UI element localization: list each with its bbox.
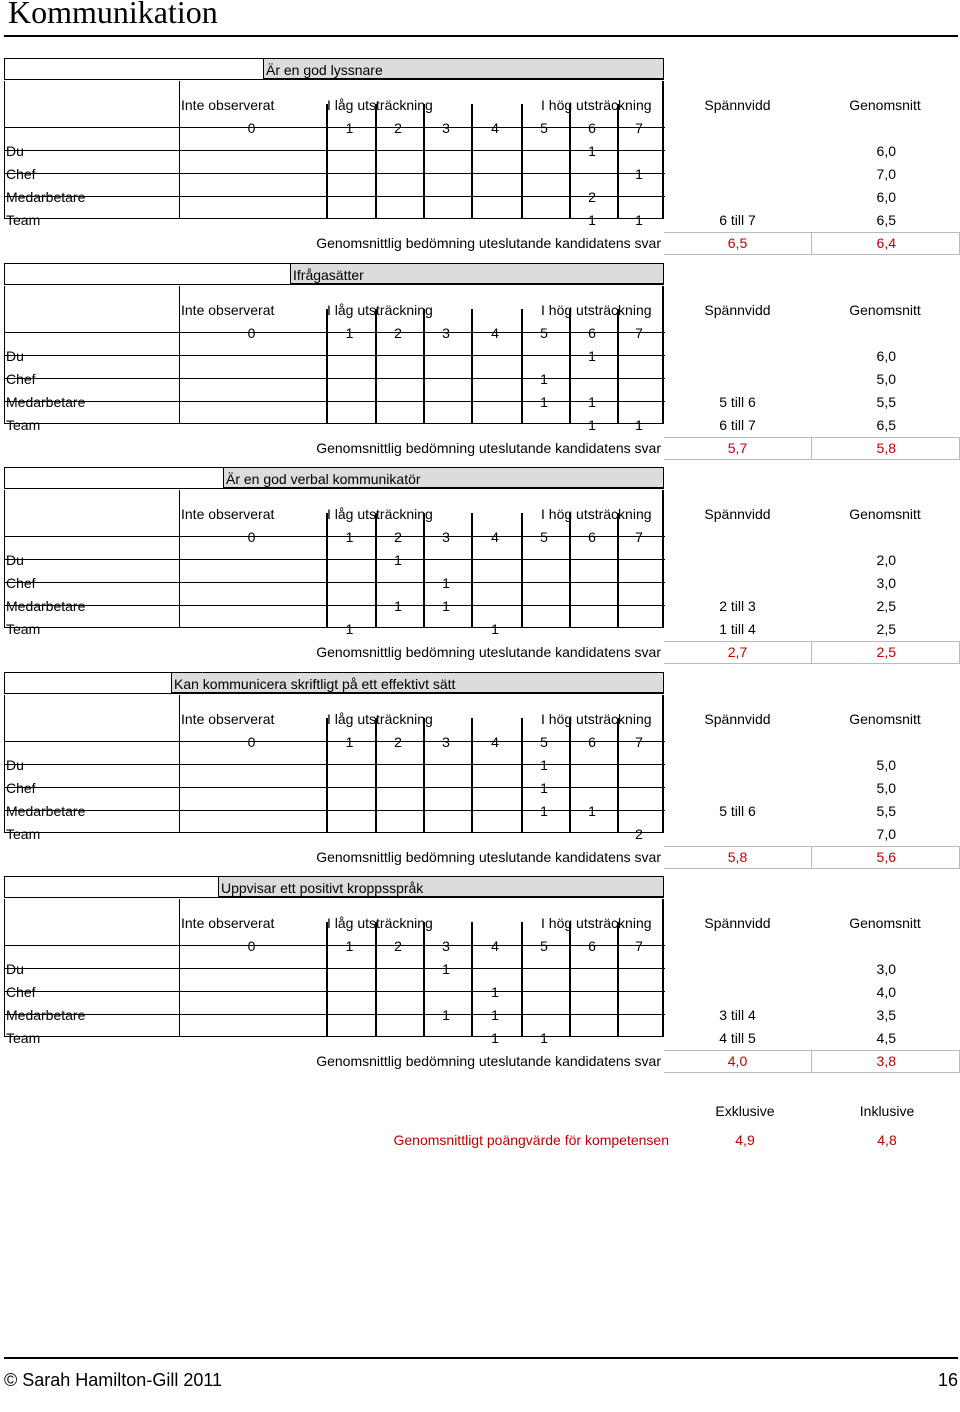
row-genomsnitt: 4,5 <box>876 1030 896 1046</box>
rating-cell: 1 <box>588 417 596 433</box>
rating-cell: 1 <box>588 803 596 819</box>
section-title: Är en god verbal kommunikatör <box>223 467 664 489</box>
grid-line <box>5 355 665 356</box>
row-spannvidd <box>680 777 795 800</box>
rating-cell: 1 <box>635 212 643 228</box>
scale-label: 4 <box>491 325 499 341</box>
col-header-lag: I låg utsträckning <box>327 915 433 931</box>
col-header-inte-observerat: Inte observerat <box>181 97 275 113</box>
page-number: 16 <box>937 1370 958 1390</box>
scale-label: 0 <box>247 938 256 954</box>
row-spannvidd: 6 till 7 <box>719 417 756 433</box>
row-label: Team <box>6 417 41 433</box>
row-genomsnitt: 2,5 <box>876 621 896 637</box>
rating-cell: 1 <box>540 780 548 796</box>
row-label: Medarbetare <box>6 394 86 410</box>
row-genomsnitt: 5,0 <box>876 757 896 773</box>
average-genomsnitt: 6,4 <box>876 235 896 251</box>
scale-label: 3 <box>442 938 450 954</box>
rating-cell: 1 <box>540 757 548 773</box>
col-header-genomsnitt: Genomsnitt <box>849 506 921 522</box>
section-title: Är en god lyssnare <box>263 58 664 80</box>
row-label: Team <box>6 212 41 228</box>
grid-line <box>5 150 665 151</box>
col-header-spannvidd: Spännvidd <box>704 302 771 318</box>
col-header-hog: I hög utsträckning <box>541 506 652 522</box>
scale-label: 1 <box>345 938 354 954</box>
row-label: Medarbetare <box>6 1007 86 1023</box>
section-title: Uppvisar ett positivt kroppsspråk <box>218 876 664 898</box>
rating-cell: 2 <box>635 826 643 842</box>
row-spannvidd <box>680 958 795 981</box>
col-header-spannvidd: Spännvidd <box>704 711 771 727</box>
scale-label: 0 <box>247 734 256 750</box>
col-header-genomsnitt: Genomsnitt <box>849 97 921 113</box>
average-genomsnitt: 3,8 <box>876 1053 896 1069</box>
section-title: Kan kommunicera skriftligt på ett effektivt sätt <box>171 672 664 694</box>
row-label: Medarbetare <box>6 598 86 614</box>
grid-line <box>5 991 665 992</box>
row-genomsnitt: 6,0 <box>876 143 896 159</box>
summary-exklusive-value: 4,9 <box>735 1132 755 1148</box>
row-genomsnitt: 3,0 <box>876 575 896 591</box>
row-spannvidd <box>680 754 795 777</box>
row-label: Chef <box>6 166 36 182</box>
scale-label: 3 <box>442 325 450 341</box>
row-label: Medarbetare <box>6 189 86 205</box>
row-spannvidd: 3 till 4 <box>719 1007 756 1023</box>
title-underline <box>4 35 958 37</box>
average-genomsnitt: 5,8 <box>876 440 896 456</box>
row-spannvidd <box>680 981 795 1004</box>
rating-cell: 2 <box>588 189 596 205</box>
col-header-lag: I låg utsträckning <box>327 711 433 727</box>
grid-line <box>5 968 665 969</box>
grid-line <box>5 582 665 583</box>
row-genomsnitt: 5,0 <box>876 780 896 796</box>
rating-cell: 1 <box>588 394 596 410</box>
rating-cell: 1 <box>394 552 402 568</box>
rating-cell: 1 <box>635 417 643 433</box>
row-spannvidd <box>680 572 795 595</box>
rating-cell: 1 <box>540 371 548 387</box>
page-title: Kommunikation <box>8 0 218 30</box>
scale-label: 5 <box>540 325 548 341</box>
scale-label: 4 <box>491 120 499 136</box>
row-spannvidd <box>680 368 795 391</box>
col-header-genomsnitt: Genomsnitt <box>849 302 921 318</box>
row-spannvidd: 2 till 3 <box>719 598 756 614</box>
scale-label: 2 <box>394 529 402 545</box>
section-1 <box>0 58 960 251</box>
row-label: Du <box>6 757 24 773</box>
row-spannvidd <box>680 186 795 209</box>
row-spannvidd: 5 till 6 <box>719 803 756 819</box>
scale-label: 7 <box>635 938 643 954</box>
summary-exklusive-label: Exklusive <box>715 1103 775 1119</box>
footer-rule <box>4 1357 958 1359</box>
row-genomsnitt: 3,5 <box>876 1007 896 1023</box>
row-genomsnitt: 2,0 <box>876 552 896 568</box>
average-label: Genomsnittlig bedömning uteslutande kandidatens svar <box>316 1053 661 1069</box>
row-label: Chef <box>6 575 36 591</box>
col-header-inte-observerat: Inte observerat <box>181 915 275 931</box>
summary-label: Genomsnittligt poängvärde för kompetensen <box>393 1132 669 1148</box>
col-header-hog: I hög utsträckning <box>541 711 652 727</box>
rating-cell: 1 <box>442 961 450 977</box>
row-spannvidd <box>680 823 795 846</box>
col-header-lag: I låg utsträckning <box>327 506 433 522</box>
section-4 <box>0 672 960 865</box>
scale-label: 2 <box>394 938 402 954</box>
row-spannvidd: 5 till 6 <box>719 394 756 410</box>
row-spannvidd <box>680 163 795 186</box>
average-spannvidd: 6,5 <box>727 235 748 251</box>
col-header-genomsnitt: Genomsnitt <box>849 915 921 931</box>
rating-cell: 1 <box>491 984 499 1000</box>
rating-cell: 1 <box>540 803 548 819</box>
row-label: Du <box>6 348 24 364</box>
row-genomsnitt: 7,0 <box>876 826 896 842</box>
scale-label: 3 <box>442 734 450 750</box>
row-genomsnitt: 6,5 <box>876 417 896 433</box>
col-header-spannvidd: Spännvidd <box>704 915 771 931</box>
col-header-hog: I hög utsträckning <box>541 97 652 113</box>
row-label: Team <box>6 621 41 637</box>
average-genomsnitt: 2,5 <box>876 644 896 660</box>
average-label: Genomsnittlig bedömning uteslutande kandidatens svar <box>316 440 661 456</box>
rating-cell: 1 <box>442 575 450 591</box>
row-genomsnitt: 2,5 <box>876 598 896 614</box>
section-title-spacer <box>4 58 263 80</box>
scale-label: 1 <box>345 734 354 750</box>
section-2 <box>0 263 960 456</box>
row-label: Du <box>6 552 24 568</box>
section-title-spacer <box>4 672 171 694</box>
row-label: Du <box>6 143 24 159</box>
grid-line <box>5 559 665 560</box>
scale-label: 4 <box>491 938 499 954</box>
footer-copyright: © Sarah Hamilton-Gill 2011 <box>4 1370 223 1390</box>
rating-cell: 1 <box>540 394 548 410</box>
scale-label: 6 <box>588 938 596 954</box>
row-genomsnitt: 5,0 <box>876 371 896 387</box>
scale-label: 6 <box>588 529 596 545</box>
grid-line <box>5 173 665 174</box>
row-genomsnitt: 7,0 <box>876 166 896 182</box>
scale-label: 7 <box>635 120 643 136</box>
row-genomsnitt: 6,0 <box>876 189 896 205</box>
row-spannvidd <box>680 345 795 368</box>
section-title-spacer <box>4 876 218 898</box>
summary-inklusive-value: 4,8 <box>877 1132 897 1148</box>
section-title-spacer <box>4 467 223 489</box>
grid-line <box>5 1014 665 1015</box>
average-label: Genomsnittlig bedömning uteslutande kandidatens svar <box>316 235 661 251</box>
col-header-spannvidd: Spännvidd <box>704 506 771 522</box>
row-label: Du <box>6 961 24 977</box>
row-label: Chef <box>6 780 36 796</box>
row-label: Team <box>6 1030 41 1046</box>
scale-label: 7 <box>635 325 643 341</box>
scale-label: 0 <box>247 325 256 341</box>
scale-label: 5 <box>540 120 548 136</box>
row-spannvidd: 1 till 4 <box>719 621 756 637</box>
scale-label: 2 <box>394 120 402 136</box>
scale-label: 1 <box>345 529 354 545</box>
average-label: Genomsnittlig bedömning uteslutande kandidatens svar <box>316 644 661 660</box>
rating-cell: 1 <box>491 621 499 637</box>
col-header-inte-observerat: Inte observerat <box>181 506 275 522</box>
row-genomsnitt: 4,0 <box>876 984 896 1000</box>
scale-label: 6 <box>588 325 596 341</box>
rating-cell: 1 <box>394 598 402 614</box>
row-spannvidd: 4 till 5 <box>719 1030 756 1046</box>
section-5 <box>0 876 960 1069</box>
scale-label: 0 <box>247 529 256 545</box>
scale-label: 4 <box>491 734 499 750</box>
col-header-hog: I hög utsträckning <box>541 915 652 931</box>
average-spannvidd: 2,7 <box>727 644 748 660</box>
scale-label: 5 <box>540 734 548 750</box>
average-spannvidd: 4,0 <box>727 1053 748 1069</box>
scale-label: 4 <box>491 529 499 545</box>
rating-cell: 1 <box>442 1007 450 1023</box>
col-header-genomsnitt: Genomsnitt <box>849 711 921 727</box>
scale-label: 2 <box>394 325 402 341</box>
scale-label: 7 <box>635 529 643 545</box>
scale-label: 6 <box>588 120 596 136</box>
scale-label: 2 <box>394 734 402 750</box>
scale-label: 0 <box>247 120 256 136</box>
scale-label: 7 <box>635 734 643 750</box>
rating-cell: 1 <box>588 143 596 159</box>
scale-label: 3 <box>442 529 450 545</box>
rating-cell: 1 <box>588 348 596 364</box>
col-header-hog: I hög utsträckning <box>541 302 652 318</box>
rating-cell: 1 <box>540 1030 548 1046</box>
rating-cell: 1 <box>635 166 643 182</box>
col-header-lag: I låg utsträckning <box>327 97 433 113</box>
scale-label: 1 <box>345 325 354 341</box>
average-label: Genomsnittlig bedömning uteslutande kandidatens svar <box>316 849 661 865</box>
scale-label: 5 <box>540 938 548 954</box>
rating-cell: 1 <box>588 212 596 228</box>
scale-label: 1 <box>345 120 354 136</box>
row-label: Chef <box>6 984 36 1000</box>
section-title: Ifrågasätter <box>290 263 664 285</box>
average-genomsnitt: 5,6 <box>876 849 896 865</box>
scale-label: 3 <box>442 120 450 136</box>
average-spannvidd: 5,7 <box>727 440 748 456</box>
row-label: Team <box>6 826 41 842</box>
grid-line <box>5 605 665 606</box>
col-header-lag: I låg utsträckning <box>327 302 433 318</box>
row-genomsnitt: 5,5 <box>876 803 896 819</box>
col-header-inte-observerat: Inte observerat <box>181 711 275 727</box>
row-genomsnitt: 6,5 <box>876 212 896 228</box>
row-spannvidd: 6 till 7 <box>719 212 756 228</box>
row-spannvidd <box>680 140 795 163</box>
row-label: Medarbetare <box>6 803 86 819</box>
scale-label: 6 <box>588 734 596 750</box>
section-3 <box>0 467 960 660</box>
summary-inklusive-label: Inklusive <box>859 1103 915 1119</box>
row-genomsnitt: 5,5 <box>876 394 896 410</box>
grid-line <box>5 196 665 197</box>
col-header-spannvidd: Spännvidd <box>704 97 771 113</box>
col-header-inte-observerat: Inte observerat <box>181 302 275 318</box>
rating-cell: 1 <box>491 1007 499 1023</box>
scale-label: 5 <box>540 529 548 545</box>
rating-cell: 1 <box>442 598 450 614</box>
average-spannvidd: 5,8 <box>727 849 748 865</box>
row-genomsnitt: 6,0 <box>876 348 896 364</box>
row-spannvidd <box>680 549 795 572</box>
rating-cell: 1 <box>345 621 354 637</box>
row-genomsnitt: 3,0 <box>876 961 896 977</box>
row-label: Chef <box>6 371 36 387</box>
section-title-spacer <box>4 263 290 285</box>
rating-cell: 1 <box>491 1030 499 1046</box>
